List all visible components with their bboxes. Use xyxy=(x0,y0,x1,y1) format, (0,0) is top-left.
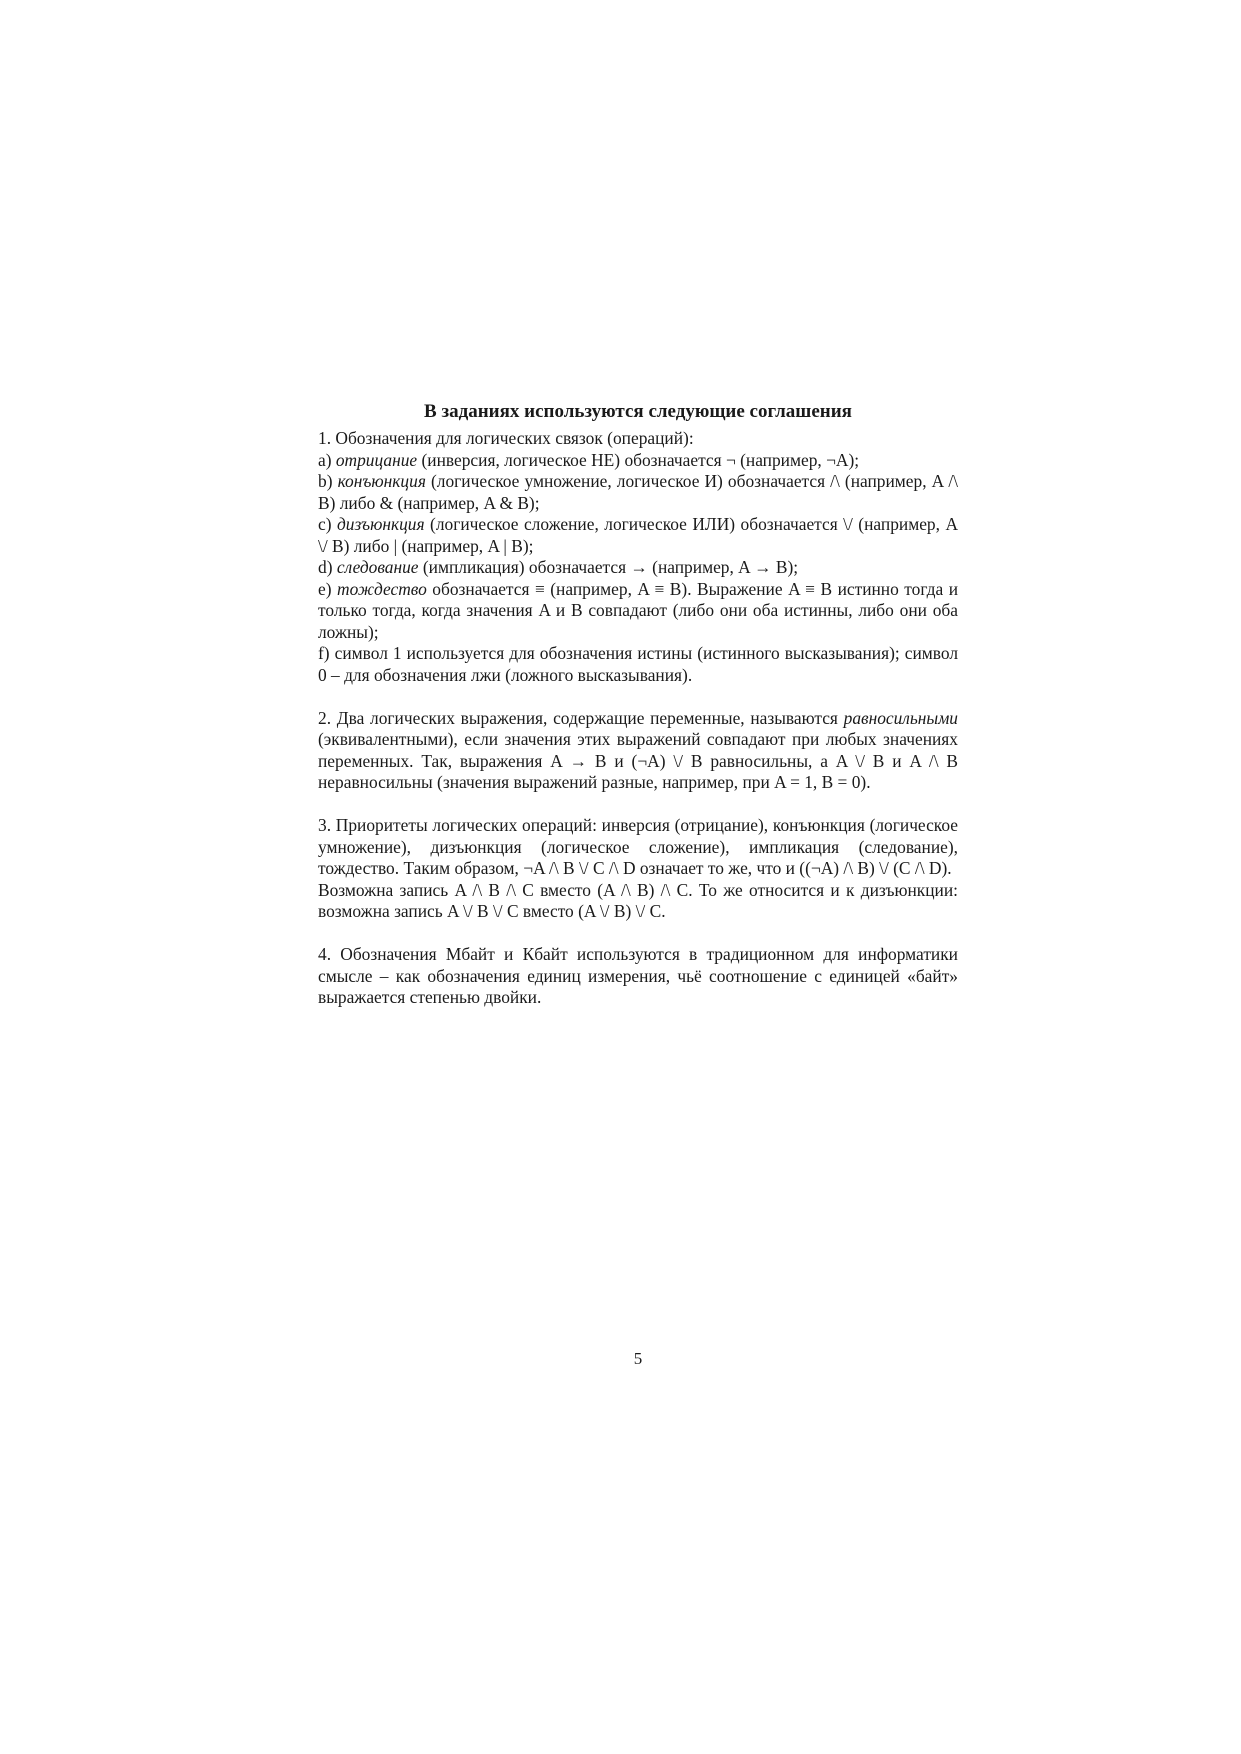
item-b-text: (логическое умножение, логическое И) обозначается /\ (например, A /\ B) либо & (например, A & B); xyxy=(318,471,958,513)
item-d-text: (импликация) обозначается → (например, A → B); xyxy=(418,557,799,577)
section-4: 4. Обозначения Мбайт и Кбайт используются в традиционном для информатики смысле – как обозначения единиц измерения, чьё соотношение с единицей «байт» выражается степенью двойки. xyxy=(318,944,958,1007)
item-b xyxy=(318,471,958,514)
section-2-term: равносильными xyxy=(843,707,958,728)
item-e xyxy=(318,579,958,644)
item-e-label: e) xyxy=(318,578,338,599)
document-body xyxy=(318,400,958,1009)
item-a-label: a) xyxy=(318,449,336,470)
item-c xyxy=(318,514,958,557)
item-d xyxy=(318,557,958,579)
paragraph-gap xyxy=(318,923,958,945)
section-3-paragraph-2: Возможна запись A /\ B /\ C вместо (A /\ B) /\ C. То же относится и к дизъюнкции: возможна запись A \/ B \/ C вместо (A \/ B) \/ C. xyxy=(318,879,958,921)
section-3-paragraph-1: 3. Приоритеты логических операций: инверсия (отрицание), конъюнкция (логическое умножение), дизъюнкция (логическое сложение), импликация (следование), тождество. Таким образом, ¬A /\ B \/ C /\ D означает то же, что и ((¬A) /\ B) \/ (C /\ D). xyxy=(318,815,958,878)
item-a-text: (инверсия, логическое НЕ) обозначается ¬ (например, ¬A); xyxy=(417,449,860,470)
section-title: В заданиях используются следующие соглашения xyxy=(424,401,852,422)
item-b-label: b) xyxy=(318,471,338,491)
item-e-text: обозначается ≡ (например, A ≡ B). Выражение A ≡ B истинно тогда и только тогда, когда значения A и B совпадают (либо они оба истинны, либо они оба ложны); xyxy=(318,578,959,642)
section-2-text: (эквивалентными), если значения этих выражений совпадают при любых значениях переменных. Так, выражения A → B и (¬A) \/ B равносильны, а A \/ B и A /\ B неравносильны (значения выражений разные, например, при A = 1, B = 0). xyxy=(318,729,958,792)
item-c-label: c) xyxy=(318,514,337,534)
section-2 xyxy=(318,708,958,794)
paragraph-gap xyxy=(318,794,958,816)
item-a-term: отрицание xyxy=(335,449,418,470)
item-b-term: конъюнкция xyxy=(337,471,426,491)
section-2-pre: 2. Два логических выражения, содержащие переменные, называются xyxy=(318,707,844,728)
page-number: 5 xyxy=(633,1349,643,1368)
item-c-text: (логическое сложение, логическое ИЛИ) обозначается \/ (например, A \/ B) либо | (например, A | B); xyxy=(318,514,959,556)
item-d-term: следование xyxy=(336,557,419,577)
section-1-intro: 1. Обозначения для логических связок (операций): xyxy=(318,428,694,448)
item-c-term: дизъюнкция xyxy=(337,514,425,534)
paragraph-gap xyxy=(318,686,958,708)
item-f: f) символ 1 используется для обозначения истины (истинного высказывания); символ 0 – для обозначения лжи (ложного высказывания). xyxy=(318,643,958,685)
item-d-label: d) xyxy=(318,557,337,577)
item-a xyxy=(318,450,958,472)
item-e-term: тождество xyxy=(337,578,427,599)
